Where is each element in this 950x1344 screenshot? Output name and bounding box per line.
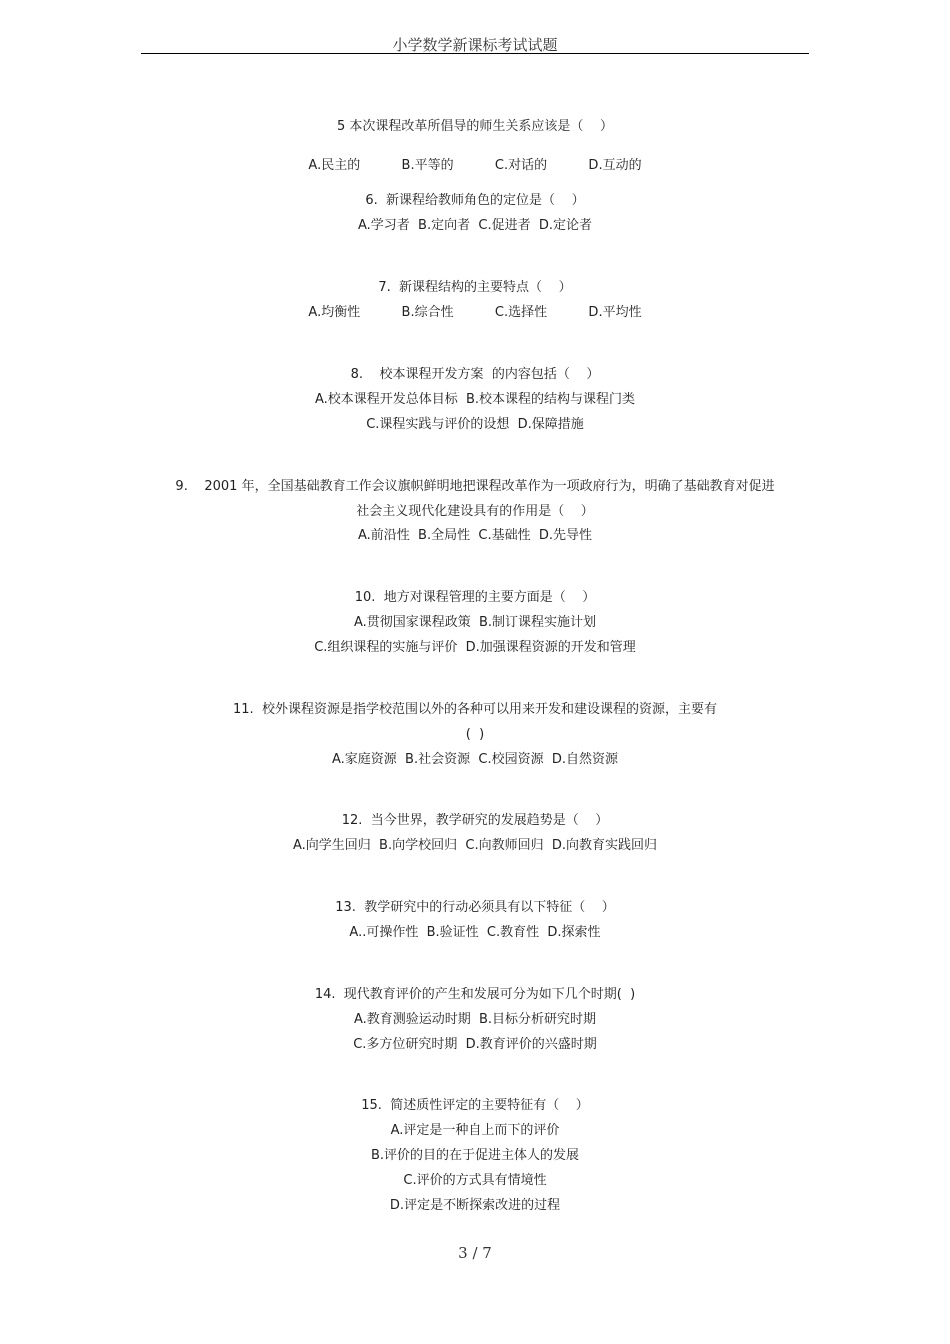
question-11-cont: ( ): [465, 727, 485, 742]
question-15-option-b: B.评价的目的在于促进主体人的发展: [370, 1148, 580, 1163]
question-7: 7. 新课程结构的主要特点（ ）: [378, 280, 572, 295]
question-12-options: A.向学生回归 B.向学校回归 C.向教师回归 D.向教育实践回归: [293, 838, 657, 853]
question-11: 11. 校外课程资源是指学校范围以外的各种可以用来开发和建设课程的资源，主要有: [233, 702, 717, 717]
question-5-options: A.民主的 B.平等的 C.对话的 D.互动的: [308, 158, 642, 173]
question-6: 6. 新课程给教师角色的定位是（ ）: [365, 193, 585, 208]
question-8: 8. 校本课程开发方案 的内容包括（ ）: [350, 367, 600, 382]
question-15-option-c: C.评价的方式具有情境性: [403, 1173, 547, 1188]
question-9-cont: 社会主义现代化建设具有的作用是（ ）: [356, 504, 594, 519]
question-14: 14. 现代教育评价的产生和发展可分为如下几个时期( ): [314, 987, 636, 1002]
question-11-options: A.家庭资源 B.社会资源 C.校园资源 D.自然资源: [332, 752, 618, 767]
question-13-options: A..可操作性 B.验证性 C.教育性 D.探索性: [349, 925, 601, 940]
question-8-options-1: A.校本课程开发总体目标 B.校本课程的结构与课程门类: [314, 392, 636, 407]
question-10: 10. 地方对课程管理的主要方面是（ ）: [354, 590, 596, 605]
page-header-title: 小学数学新课标考试试题: [392, 36, 558, 54]
question-15-option-a: A.评定是一种自上而下的评价: [390, 1123, 560, 1138]
question-15-option-d: D.评定是不断探索改进的过程: [389, 1198, 561, 1213]
question-8-options-2: C.课程实践与评价的设想 D.保障措施: [366, 417, 584, 432]
question-15: 15. 简述质性评定的主要特征有（ ）: [361, 1098, 589, 1113]
question-13: 13. 教学研究中的行动必须具有以下特征（ ）: [335, 900, 615, 915]
page-number: 3 / 7: [458, 1244, 492, 1262]
question-12: 12. 当今世界，教学研究的发展趋势是（ ）: [341, 813, 609, 828]
header-rule: [141, 53, 809, 54]
question-14-options-1: A.教育测验运动时期 B.目标分析研究时期: [353, 1012, 597, 1027]
question-5: 5 本次课程改革所倡导的师生关系应该是（ ）: [337, 119, 613, 134]
question-10-options-1: A.贯彻国家课程政策 B.制订课程实施计划: [353, 615, 597, 630]
question-14-options-2: C.多方位研究时期 D.教育评价的兴盛时期: [353, 1037, 597, 1052]
question-7-options: A.均衡性 B.综合性 C.选择性 D.平均性: [308, 305, 642, 320]
question-9-options: A.前沿性 B.全局性 C.基础性 D.先导性: [358, 528, 592, 543]
question-6-options: A.学习者 B.定向者 C.促进者 D.定论者: [358, 218, 592, 233]
question-9: 9. 2001 年，全国基础教育工作会议旗帜鲜明地把课程改革作为一项政府行为，明确了基础教育对促进: [175, 479, 775, 494]
question-10-options-2: C.组织课程的实施与评价 D.加强课程资源的开发和管理: [314, 640, 636, 655]
